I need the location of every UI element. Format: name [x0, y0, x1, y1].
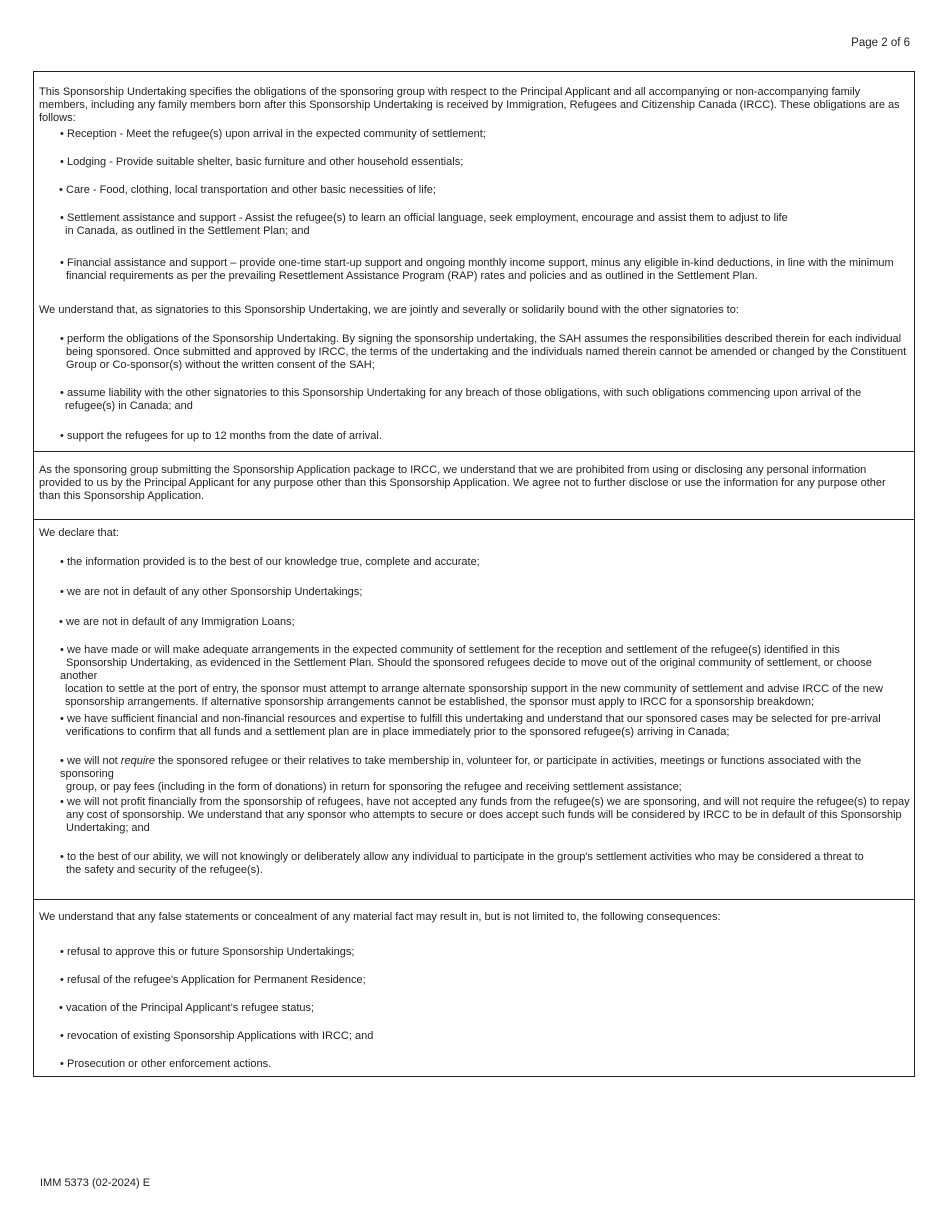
- declaration-item-no-profit: • we will not profit financially from the sponsorship of refugees, have not accepted any funds from the refugee(s) we are sponsoring, and will not require the refugee(s) to repay any cost of sponsorship. We understand that any sponsor who attempts to secure or does accept such funds will be considered by IRCC to be in default of this Sponsorship Undertaking; and: [60, 796, 910, 834]
- consequence-item-refusal-undertakings: • refusal to approve this or future Sponsorship Undertakings;: [60, 946, 355, 958]
- privacy-section: [34, 452, 914, 520]
- obligation-item-reception: • Reception - Meet the refugee(s) upon arrival in the expected community of settlement;: [60, 128, 486, 140]
- obligations-intro: This Sponsorship Undertaking specifies the obligations of the sponsoring group with respect to the Principal Applicant and all accompanying or non-accompanying family members, including any family members born after this Sponsorship Undertaking is received by Immigration, Refugees and Citizenship Canada (IRCC). These obligations are as follows:: [39, 86, 900, 124]
- obligation-item-care: • Care - Food, clothing, local transportation and other basic necessities of life;: [59, 184, 436, 196]
- consequence-item-vacation-status: • vacation of the Principal Applicant’s refugee status;: [59, 1002, 315, 1014]
- declaration-item-accurate: • the information provided is to the best of our knowledge true, complete and accurate;: [60, 556, 480, 568]
- obligation-item-settlement: • Settlement assistance and support - Assist the refugee(s) to learn an official language, seek employment, encourage and assist them to adjust to life in Canada, as outlined in the Settlement Plan; and: [60, 212, 788, 237]
- declaration-intro: We declare that:: [39, 527, 119, 539]
- declaration-item-arrangements: • we have made or will make adequate arrangements in the expected community of settlement for the reception and settlement of the refugee(s) identified in this Sponsorship Undertaking, as evidenced in the Settlement Plan. Should the sponsored refugees decide to move out of the original community of settlement, or choose another location to settle at the port of entry, the sponsor must attempt to arrange alternate sponsorship support in the new community of settlement and advise IRCC of the new sponsorship arrangements. If alternative sponsorship arrangements cannot be established, the sponsor must apply to IRCC for a sponsorship breakdown;: [60, 644, 883, 708]
- declaration-item-resources: • we have sufficient financial and non-financial resources and expertise to fulfill this undertaking and understand that our sponsored cases may be selected for pre-arrival verifications to confirm that all funds and a settlement plan are in place immediately prior to the sponsored refugee(s) arriving in Canada;: [60, 713, 881, 738]
- declaration-section: [34, 520, 914, 900]
- consequence-item-refusal-pr: • refusal of the refugee's Application for Permanent Residence;: [60, 974, 366, 986]
- declaration-item-no-default-undertakings: • we are not in default of any other Sponsorship Undertakings;: [60, 586, 363, 598]
- page-number: Page 2 of 6: [851, 37, 910, 49]
- declaration-item-no-require: • we will not require the sponsored refugee or their relatives to take membership in, volunteer for, or participate in activities, meetings or functions associated with the sponsoring group, or pay fees (including in the form of donations) in return for sponsoring the refugee and receiving settlement assistance;: [60, 755, 862, 793]
- declaration-item-no-default-loans: • we are not in default of any Immigration Loans;: [59, 616, 295, 628]
- privacy-statement: As the sponsoring group submitting the Sponsorship Application package to IRCC, we understand that we are prohibited from using or disclosing any personal information provided to us by the Principal Applicant for any purpose other than this Sponsorship Application. We agree not to further disclose or use the information for any purpose other than this Sponsorship Application.: [39, 464, 886, 502]
- understand-item-liability: • assume liability with the other signatories to this Sponsorship Undertaking for any breach of those obligations, with such obligations commencing upon arrival of the refugee(s) in Canada; and: [60, 387, 862, 412]
- obligation-item-lodging: • Lodging - Provide suitable shelter, basic furniture and other household essentials;: [60, 156, 464, 168]
- obligation-item-financial: • Financial assistance and support – provide one-time start-up support and ongoing monthly income support, minus any eligible in-kind deductions, in line with the minimum financial requirements as per the prevailing Resettlement Assistance Program (RAP) rates and policies and as outlined in the Settlement Plan.: [60, 257, 894, 282]
- consequences-section: [34, 900, 914, 1076]
- form-code: IMM 5373 (02-2024) E: [40, 1177, 151, 1189]
- consequence-item-prosecution: • Prosecution or other enforcement actions.: [60, 1058, 272, 1070]
- sponsorship-undertaking-form: [33, 71, 915, 1077]
- joint-liability-intro: We understand that, as signatories to this Sponsorship Undertaking, we are jointly and severally or solidarily bound with the other signatories to:: [39, 304, 739, 316]
- obligations-section: [34, 72, 914, 452]
- understand-item-support: • support the refugees for up to 12 months from the date of arrival.: [60, 430, 382, 442]
- understand-item-perform: • perform the obligations of the Sponsorship Undertaking. By signing the sponsorship undertaking, the SAH assumes the responsibilities described therein for each individual being sponsored. Once submitted and approved by IRCC, the terms of the undertaking and the individuals named therein cannot be amended or changed by the Constituent Group or Co-sponsor(s) without the written consent of the SAH;: [60, 333, 907, 371]
- declaration-item-safety: • to the best of our ability, we will not knowingly or deliberately allow any individual to participate in the group's settlement activities who may be considered a threat to the safety and security of the refugee(s).: [60, 851, 864, 876]
- consequences-intro: We understand that any false statements or concealment of any material fact may result in, but is not limited to, the following consequences:: [39, 911, 721, 923]
- consequence-item-revocation: • revocation of existing Sponsorship Applications with IRCC; and: [60, 1030, 374, 1042]
